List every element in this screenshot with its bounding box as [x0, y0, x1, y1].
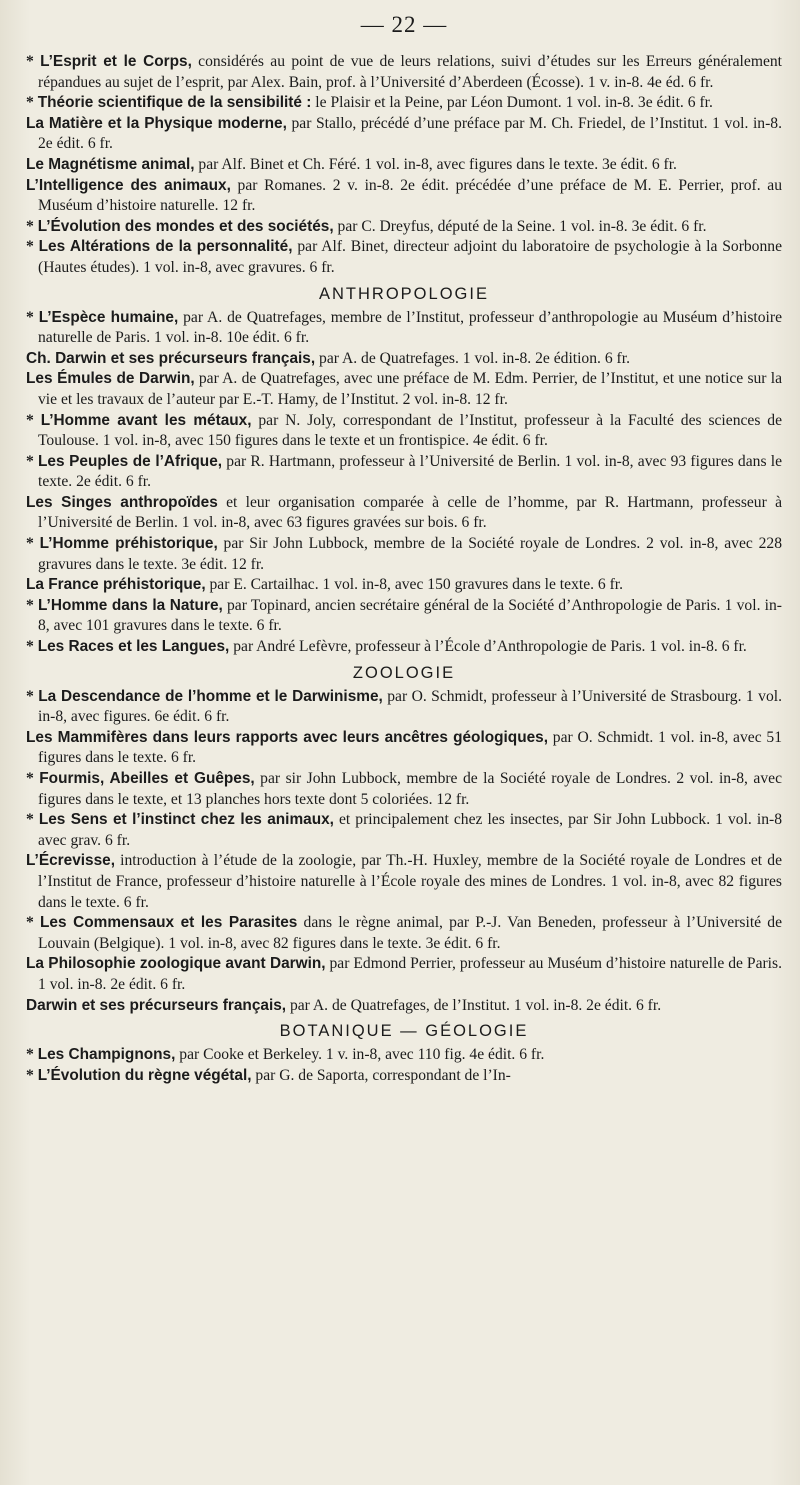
book-entry: Darwin et ses précurseurs français, par A. de Quatrefages, de l’Institut. 1 vol. in-8. 2e édit. 6 fr.	[26, 996, 662, 1014]
book-title: Les Émules de Darwin,	[26, 370, 195, 388]
book-title: La Matière et la Physique moderne,	[26, 114, 287, 132]
book-entry: L’Intelligence des animaux, par Romanes. 2 v. in-8. 2e édit. précédée d’une préface de M. E. Perrier, prof. au Muséum d’histoire naturelle. 12 fr.	[26, 176, 782, 215]
book-title: L’Espèce humaine,	[38, 308, 179, 326]
book-entry: * Théorie scientifique de la sensibilité : le Plaisir et la Peine, par Léon Dumont. 1 vol. in-8. 3e édit. 6 fr.	[26, 94, 713, 112]
book-title: Théorie scientifique de la sensibilité :	[37, 94, 312, 112]
book-price: 6 fr.	[597, 576, 624, 594]
book-entry: * Les Races et les Langues, par André Lefèvre, professeur à l’École d’Anthropologie de Paris. 1 vol. in-8. 6 fr.	[26, 638, 747, 656]
section-heading: BOTANIQUE — GÉOLOGIE	[279, 1022, 529, 1041]
book-entry: * Les Champignons, par Cooke et Berkeley. 1 v. in-8, avec 110 fig. 4e édit. 6 fr.	[26, 1046, 545, 1064]
book-price: 6 fr.	[87, 135, 113, 153]
book-entry: * Les Peuples de l’Afrique, par R. Hartmann, professeur à l’Université de Berlin. 1 vol. in-8, avec 93 figures dans le texte. 2e édit. 6 fr.	[26, 452, 782, 491]
book-price: 6 fr.	[104, 831, 131, 849]
book-price: 6 fr.	[604, 349, 630, 367]
book-entry: * L’Évolution des mondes et des sociétés, par C. Dreyfus, député de la Seine. 1 vol. in-8. 3e édit. 6 fr.	[26, 217, 707, 235]
book-title: Ch. Darwin et ses précurseurs français,	[26, 349, 316, 367]
section-heading: ANTHROPOLOGIE	[319, 284, 489, 303]
book-title: Les Commensaux et les Parasites	[40, 914, 298, 932]
book-title: La Philosophie zoologique avant Darwin,	[26, 955, 326, 973]
book-price: 6 fr.	[125, 473, 152, 491]
book-entry: * L’Homme préhistorique, par Sir John Lubbock, membre de la Société royale de Londres. 2 vol. in-8, avec 228 gravures dans le texte. 3e édit. 12 fr.	[26, 535, 782, 573]
book-title: Le Magnétisme animal,	[26, 155, 195, 173]
book-price: 6 fr.	[721, 638, 747, 656]
section-zoologie	[26, 664, 782, 1017]
book-price: 6 fr.	[475, 934, 501, 952]
book-title: Les Races et les Langues,	[37, 638, 230, 656]
book-title: Fourmis, Abeilles et Guêpes,	[39, 770, 255, 787]
book-price: 6 fr.	[681, 217, 707, 235]
book-price: 6 fr.	[256, 617, 282, 635]
book-title: L’Évolution des mondes et des sociétés,	[37, 217, 334, 235]
book-title: L’Écrevisse,	[26, 852, 115, 870]
section-0	[26, 52, 782, 279]
book-title: L’Esprit et le Corps,	[40, 53, 192, 70]
book-price: 6 fr.	[123, 893, 149, 911]
book-title: La Descendance de l’homme et le Darwinisme,	[38, 687, 383, 705]
book-entry: La France préhistorique, par E. Cartailhac. 1 vol. in-8, avec 150 gravures dans le texte. 6 fr.	[26, 576, 624, 594]
section-heading: ZOOLOGIE	[352, 663, 456, 682]
book-price: 6 fr.	[635, 996, 662, 1014]
book-price: 6 fr.	[204, 708, 230, 726]
book-entry: La Matière et la Physique moderne, par Stallo, précédé d’une préface par M. Ch. Friedel, de l’Institut. 1 vol. in-8. 2e édit. 6 fr.	[26, 114, 782, 153]
book-title: L’Intelligence des animaux,	[26, 176, 231, 194]
book-entry: * L’Esprit et le Corps, considérés au point de vue de leurs relations, suivi d’études sur les Erreurs généralement répandues au sujet de l’esprit, par Alex. Bain, prof. à l’Université d’Aberdeen (Écosse). 1 v. in-8. 4e éd. 6 fr.	[26, 53, 782, 91]
book-entry: Les Émules de Darwin, par A. de Quatrefages, avec une préface de M. Edm. Perrier, de l’Institut, et une notice sur la vie et les travaux de l’auteur par E.-T. Hamy, de l’Institut. 2 vol. in-8. 12 fr.	[26, 370, 782, 408]
book-title: La France préhistorique,	[26, 576, 206, 594]
book-entry: * L’Évolution du règne végétal, par G. de Saporta, correspondant de l’In-	[26, 1066, 511, 1084]
book-price: 6 fr.	[687, 94, 713, 112]
section-anthropologie	[26, 285, 782, 658]
book-entry: * L’Homme avant les métaux, par N. Joly, correspondant de l’Institut, professeur à la Faculté des sciences de Toulouse. 1 vol. in-8, avec 150 figures dans le texte et un frontispice. 4e édit. 6 fr.	[26, 411, 782, 450]
book-price: 6 fr.	[160, 975, 186, 993]
book-title: Les Mammifères dans leurs rapports avec leurs ancêtres géologiques,	[26, 728, 548, 746]
book-title: Les Altérations de la personnalité,	[38, 238, 293, 256]
section-botanique-geologie	[26, 1022, 782, 1086]
book-price: 6 fr.	[519, 1046, 545, 1064]
book-price: 12 fr.	[231, 555, 265, 573]
book-entry: * La Descendance de l’homme et le Darwinisme, par O. Schmidt, professeur à l’Université de Strasbourg. 1 vol. in-8, avec figures. 6e édit. 6 fr.	[26, 687, 782, 726]
book-title: L’Homme préhistorique,	[39, 535, 218, 553]
book-title: L’Évolution du règne végétal,	[37, 1066, 252, 1084]
book-entry: * Les Commensaux et les Parasites dans le règne animal, par P.-J. Van Beneden, professeur à l’Université de Louvain (Belgique). 1 vol. in-8, avec 82 figures dans le texte. 3e édit. 6 fr.	[26, 914, 782, 952]
book-price: 12 fr.	[222, 197, 256, 215]
book-price: 6 fr.	[170, 749, 197, 767]
book-entry: * L’Homme dans la Nature, par Topinard, ancien secrétaire général de la Société d’Anthropologie de Paris. 1 vol. in-8, avec 101 gravures dans le texte. 6 fr.	[26, 596, 782, 635]
book-title: Les Peuples de l’Afrique,	[38, 452, 223, 470]
book-price: 6 fr.	[522, 432, 548, 450]
book-entry: * Les Sens et l’instinct chez les animaux, et principalement chez les insectes, par Sir John Lubbock. 1 vol. in-8 avec grav. 6 fr.	[26, 811, 782, 849]
book-title: Les Champignons,	[37, 1046, 176, 1064]
book-price: 12 fr.	[474, 390, 508, 408]
page-number: — 22 —	[360, 12, 448, 37]
book-entry: Le Magnétisme animal, par Alf. Binet et Ch. Féré. 1 vol. in-8, avec figures dans le texte. 3e édit. 6 fr.	[26, 155, 677, 173]
book-entry: Ch. Darwin et ses précurseurs français, par A. de Quatrefages. 1 vol. in-8. 2e édition. 6 fr.	[26, 349, 630, 367]
book-title: Les Singes anthropoïdes	[26, 493, 218, 511]
book-price: 6 fr.	[651, 155, 677, 173]
book-title: L’Homme dans la Nature,	[38, 596, 223, 614]
book-entry: La Philosophie zoologique avant Darwin, par Edmond Perrier, professeur au Muséum d’histoire naturelle de Paris. 1 vol. in-8. 2e édit. 6 fr.	[26, 955, 782, 993]
book-entry: Les Singes anthropoïdes et leur organisation comparée à celle de l’homme, par R. Hartmann, professeur à l’Université de Berlin. 1 vol. in-8, avec 63 figures gravées sur bois. 6 fr.	[26, 493, 782, 532]
book-entry: * Fourmis, Abeilles et Guêpes, par sir John Lubbock, membre de la Société royale de Londres. 2 vol. in-8, avec figures dans le texte, et 13 planches hors texte dont 5 coloriées. 12 fr.	[26, 770, 782, 808]
book-entry: L’Écrevisse, introduction à l’étude de la zoologie, par Th.-H. Huxley, membre de la Société royale de Londres et de l’Institut de France, professeur d’histoire naturelle à l’École royale des mines de Londres. 1 vol. in-8, avec 82 figures dans le texte. 6 fr.	[26, 852, 782, 911]
book-price: 12 fr.	[436, 790, 470, 808]
book-price: 6 fr.	[309, 258, 335, 276]
book-title: Darwin et ses précurseurs français,	[26, 996, 287, 1014]
book-title: L’Homme avant les métaux,	[40, 411, 252, 429]
book-entry: * L’Espèce humaine, par A. de Quatrefages, membre de l’Institut, professeur d’anthropologie au Muséum d’histoire naturelle de Paris. 1 vol. in-8. 10e édit. 6 fr.	[26, 308, 782, 347]
book-title: Les Sens et l’instinct chez les animaux,	[38, 811, 334, 829]
book-price: 6 fr.	[283, 329, 310, 347]
book-price: 6 fr.	[688, 73, 714, 91]
book-price: 6 fr.	[461, 514, 487, 532]
book-entry: * Les Altérations de la personnalité, par Alf. Binet, directeur adjoint du laboratoire de psychologie à la Sorbonne (Hautes études). 1 vol. in-8, avec gravures. 6 fr.	[26, 238, 782, 276]
book-entry: Les Mammifères dans leurs rapports avec leurs ancêtres géologiques, par O. Schmidt. 1 vol. in-8, avec 51 figures dans le texte. 6 fr.	[26, 728, 782, 767]
